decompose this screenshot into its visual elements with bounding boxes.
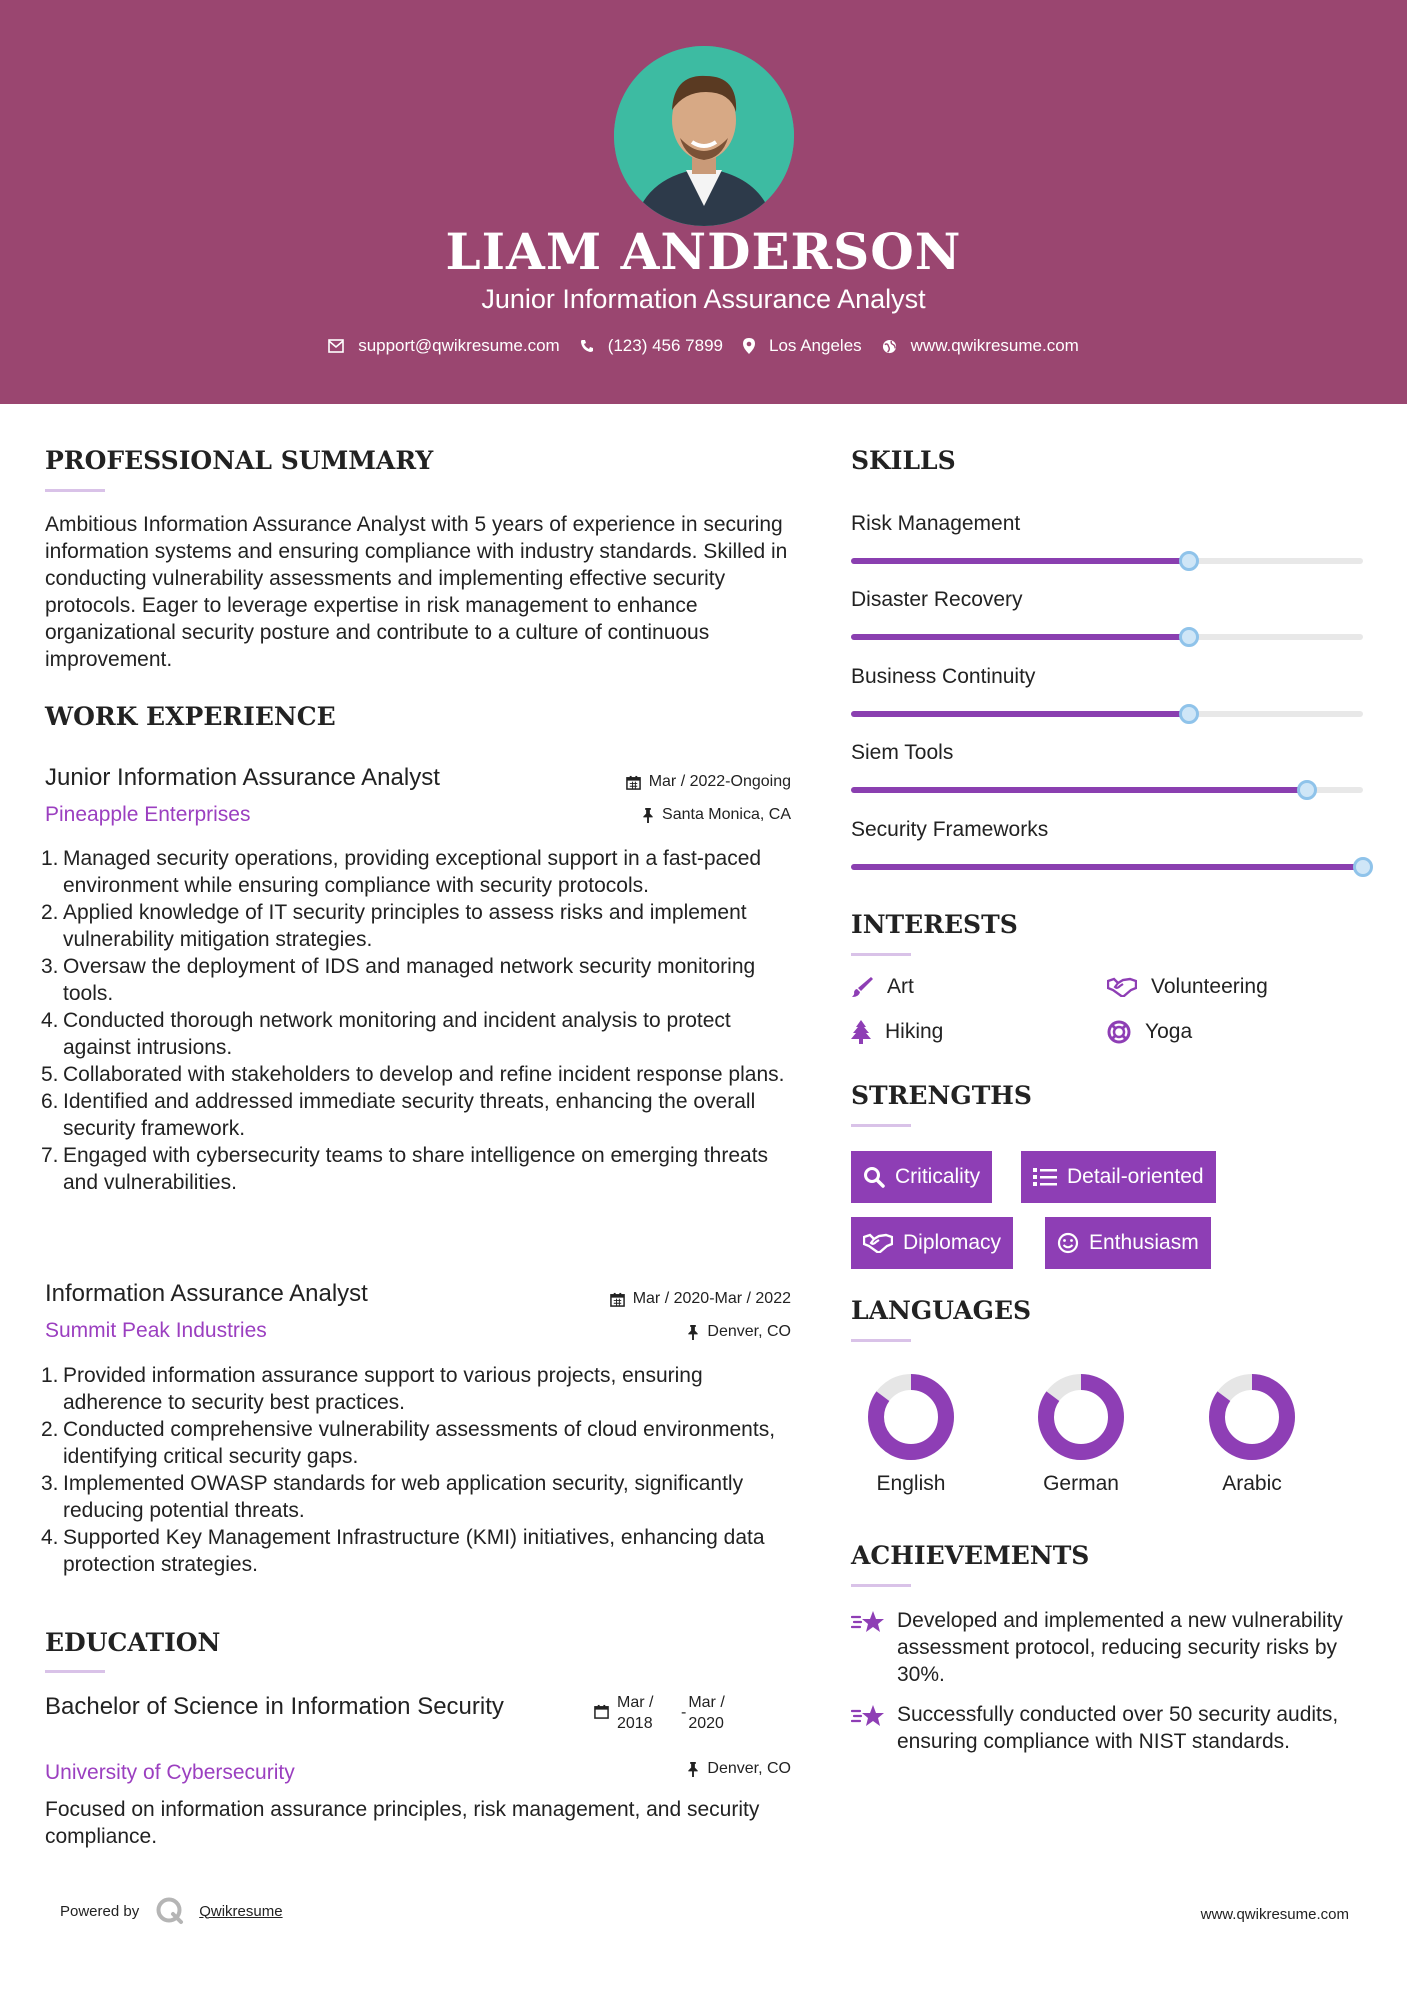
skill-bar xyxy=(851,787,1363,793)
list-item: 1. Provided information assurance support to various projects, ensuring adherence to security best practices. xyxy=(41,1364,703,1414)
skill-bar xyxy=(851,711,1363,717)
tree-icon xyxy=(851,1020,871,1044)
job-company: Pineapple Enterprises xyxy=(45,803,251,826)
footer-url[interactable]: www.qwikresume.com xyxy=(1200,1906,1349,1923)
contact-phone[interactable] xyxy=(580,336,723,356)
job-location-text: Denver, CO xyxy=(707,1323,791,1340)
skill-bar xyxy=(851,558,1363,564)
location-text: Los Angeles xyxy=(769,336,862,355)
strengths-underline xyxy=(851,1124,911,1127)
list-icon xyxy=(1033,1167,1057,1187)
education-end: Mar / 2020 xyxy=(688,1694,725,1732)
strength-label: Enthusiasm xyxy=(1089,1231,1199,1254)
list-item: 6. Identified and addressed immediate security threats, enhancing the overall security framework. xyxy=(41,1090,756,1140)
language-donut xyxy=(1207,1372,1297,1462)
job-location xyxy=(687,1323,791,1341)
job-bullets xyxy=(41,845,795,1196)
skill-name: Business Continuity xyxy=(851,665,1036,688)
website-text: www.qwikresume.com xyxy=(910,336,1079,355)
list-item: 3. Oversaw the deployment of IDS and managed network security monitoring tools. xyxy=(41,955,756,1005)
search-icon xyxy=(863,1166,885,1188)
strength-label: Detail-oriented xyxy=(1067,1165,1204,1188)
lifebuoy-icon xyxy=(1107,1020,1131,1044)
skill-fill xyxy=(851,787,1307,793)
interest-label: Volunteering xyxy=(1151,975,1268,998)
handshake-icon xyxy=(863,1233,893,1253)
skill-fill xyxy=(851,864,1363,870)
job-location xyxy=(642,806,791,824)
phone-icon xyxy=(580,339,594,353)
language-name: German xyxy=(1043,1472,1119,1495)
candidate-title: Junior Information Assurance Analyst xyxy=(481,284,926,314)
achievement-item xyxy=(851,1701,1363,1755)
calendar-icon xyxy=(626,775,641,790)
interest-label: Art xyxy=(887,975,914,998)
skill-fill xyxy=(851,634,1189,640)
handshake-icon xyxy=(1107,977,1137,997)
language-item xyxy=(1011,1372,1151,1496)
list-item: 7. Engaged with cybersecurity teams to share intelligence on emerging threats and vulnerabilities. xyxy=(41,1144,769,1194)
language-item xyxy=(1182,1372,1322,1496)
job-dates xyxy=(626,773,791,791)
pushpin-icon xyxy=(687,1762,699,1777)
contact-location xyxy=(743,336,862,356)
language-donut xyxy=(1036,1372,1126,1462)
education-location-text: Denver, CO xyxy=(707,1760,791,1777)
language-item xyxy=(841,1372,981,1496)
profile-photo xyxy=(614,46,794,226)
phone-text: (123) 456 7899 xyxy=(607,336,724,355)
skill-knob xyxy=(1297,780,1317,800)
skill-name: Disaster Recovery xyxy=(851,588,1023,611)
contact-website[interactable] xyxy=(882,336,1079,356)
skill-knob xyxy=(1179,551,1199,571)
job-title: Junior Information Assurance Analyst xyxy=(45,764,440,791)
interest-label: Yoga xyxy=(1145,1020,1193,1043)
interest-label: Hiking xyxy=(885,1020,944,1043)
contact-email[interactable] xyxy=(328,336,560,356)
language-name: Arabic xyxy=(1222,1472,1282,1495)
email-text: support@qwikresume.com xyxy=(358,336,560,355)
pushpin-icon xyxy=(687,1325,699,1340)
job-dates-text: Mar / 2020-Mar / 2022 xyxy=(632,1290,791,1307)
interest-hiking xyxy=(851,1020,943,1044)
skill-fill xyxy=(851,558,1189,564)
list-item: 2. Conducted comprehensive vulnerability assessments of cloud environments, identifying critical security gaps. xyxy=(41,1418,776,1468)
strength-label: Criticality xyxy=(895,1165,981,1188)
strength-badge xyxy=(1021,1151,1216,1203)
list-item: 2. Applied knowledge of IT security principles to assess risks and implement vulnerability mitigation strategies. xyxy=(41,901,747,951)
strength-badge xyxy=(1045,1217,1211,1269)
achievement-item xyxy=(851,1607,1363,1688)
skill-fill xyxy=(851,711,1189,717)
summary-text: Ambitious Information Assurance Analyst with 5 years of experience in securing information systems and ensuring compliance with industry standards. Skilled in conducting vulnerability assessments and implementing effective security protocols. Eager to leverage expertise in risk management to enhance organizational security posture and contribute to a culture of continuous improvement. xyxy=(45,513,788,671)
qwikresume-logo-icon xyxy=(155,1896,185,1926)
job-bullets xyxy=(41,1362,795,1578)
education-dates xyxy=(594,1692,736,1734)
skills-heading: SKILLS xyxy=(851,446,956,475)
interest-art xyxy=(851,975,914,999)
list-item: 1. Managed security operations, providing exceptional support in a fast-paced environment while ensuring compliance with security protocols. xyxy=(41,847,762,897)
paintbrush-icon xyxy=(851,976,873,998)
interest-yoga xyxy=(1107,1020,1192,1044)
map-pin-icon xyxy=(743,338,755,354)
achievements-heading: ACHIEVEMENTS xyxy=(851,1541,1090,1570)
shooting-star-icon xyxy=(851,1703,885,1729)
list-item: 4. Supported Key Management Infrastructure (KMI) initiatives, enhancing data protection strategies. xyxy=(41,1526,765,1576)
skill-knob xyxy=(1179,704,1199,724)
experience-heading: WORK EXPERIENCE xyxy=(45,702,336,731)
skill-knob xyxy=(1179,627,1199,647)
language-donut xyxy=(866,1372,956,1462)
globe-icon xyxy=(882,339,897,354)
strength-badge xyxy=(851,1151,992,1203)
skill-bar xyxy=(851,864,1363,870)
job-dates-text: Mar / 2022-Ongoing xyxy=(648,773,791,790)
skill-name: Risk Management xyxy=(851,512,1021,535)
list-item: 4. Conducted thorough network monitoring and incident analysis to protect against intrusions. xyxy=(41,1009,731,1059)
strength-badge xyxy=(851,1217,1013,1269)
date-separator: - xyxy=(681,1704,687,1721)
strengths-heading: STRENGTHS xyxy=(851,1081,1032,1110)
job-location-text: Santa Monica, CA xyxy=(662,806,791,823)
skill-knob xyxy=(1353,857,1373,877)
interests-heading: INTERESTS xyxy=(851,910,1018,939)
list-item: 3. Implemented OWASP standards for web application security, significantly reducing potential threats. xyxy=(41,1472,744,1522)
skill-bar xyxy=(851,634,1363,640)
languages-underline xyxy=(851,1339,911,1342)
languages-heading: LANGUAGES xyxy=(851,1296,1032,1325)
skill-name: Siem Tools xyxy=(851,741,954,764)
education-start: Mar / 2018 xyxy=(617,1694,654,1732)
achievements-underline xyxy=(851,1584,911,1587)
interests-underline xyxy=(851,953,911,956)
achievement-text: Developed and implemented a new vulnerability assessment protocol, reducing security risks by 30%. xyxy=(897,1609,1343,1686)
achievement-text: Successfully conducted over 50 security audits, ensuring compliance with NIST standards. xyxy=(897,1703,1339,1753)
strength-label: Diplomacy xyxy=(903,1231,1002,1254)
summary-heading: PROFESSIONAL SUMMARY xyxy=(45,446,434,475)
summary-underline xyxy=(45,489,105,492)
education-underline xyxy=(45,1670,105,1673)
pushpin-icon xyxy=(642,808,654,823)
job-dates xyxy=(610,1290,791,1308)
smile-icon xyxy=(1057,1232,1079,1254)
interest-volunteering xyxy=(1107,975,1268,999)
qwikresume-link[interactable]: Qwikresume xyxy=(199,1902,283,1920)
degree-title: Bachelor of Science in Information Security xyxy=(45,1693,504,1720)
envelope-icon xyxy=(328,339,344,353)
shooting-star-icon xyxy=(851,1609,885,1635)
job-company: Summit Peak Industries xyxy=(45,1319,267,1342)
contact-bar xyxy=(0,336,1407,356)
calendar-icon xyxy=(594,1704,609,1719)
education-description: Focused on information assurance principles, risk management, and security compliance. xyxy=(45,1798,760,1848)
candidate-name: LIAM ANDERSON xyxy=(445,222,962,281)
skill-name: Security Frameworks xyxy=(851,818,1049,841)
job-title: Information Assurance Analyst xyxy=(45,1280,368,1307)
school-name: University of Cybersecurity xyxy=(45,1761,295,1784)
list-item: 5. Collaborated with stakeholders to develop and refine incident response plans. xyxy=(41,1063,785,1086)
footer-powered-by xyxy=(60,1896,283,1926)
calendar-icon xyxy=(610,1292,625,1307)
language-name: English xyxy=(876,1472,946,1495)
powered-by-text: Powered by xyxy=(60,1902,140,1920)
education-location xyxy=(687,1760,791,1778)
education-heading: EDUCATION xyxy=(45,1628,221,1657)
resume-header xyxy=(0,0,1407,404)
